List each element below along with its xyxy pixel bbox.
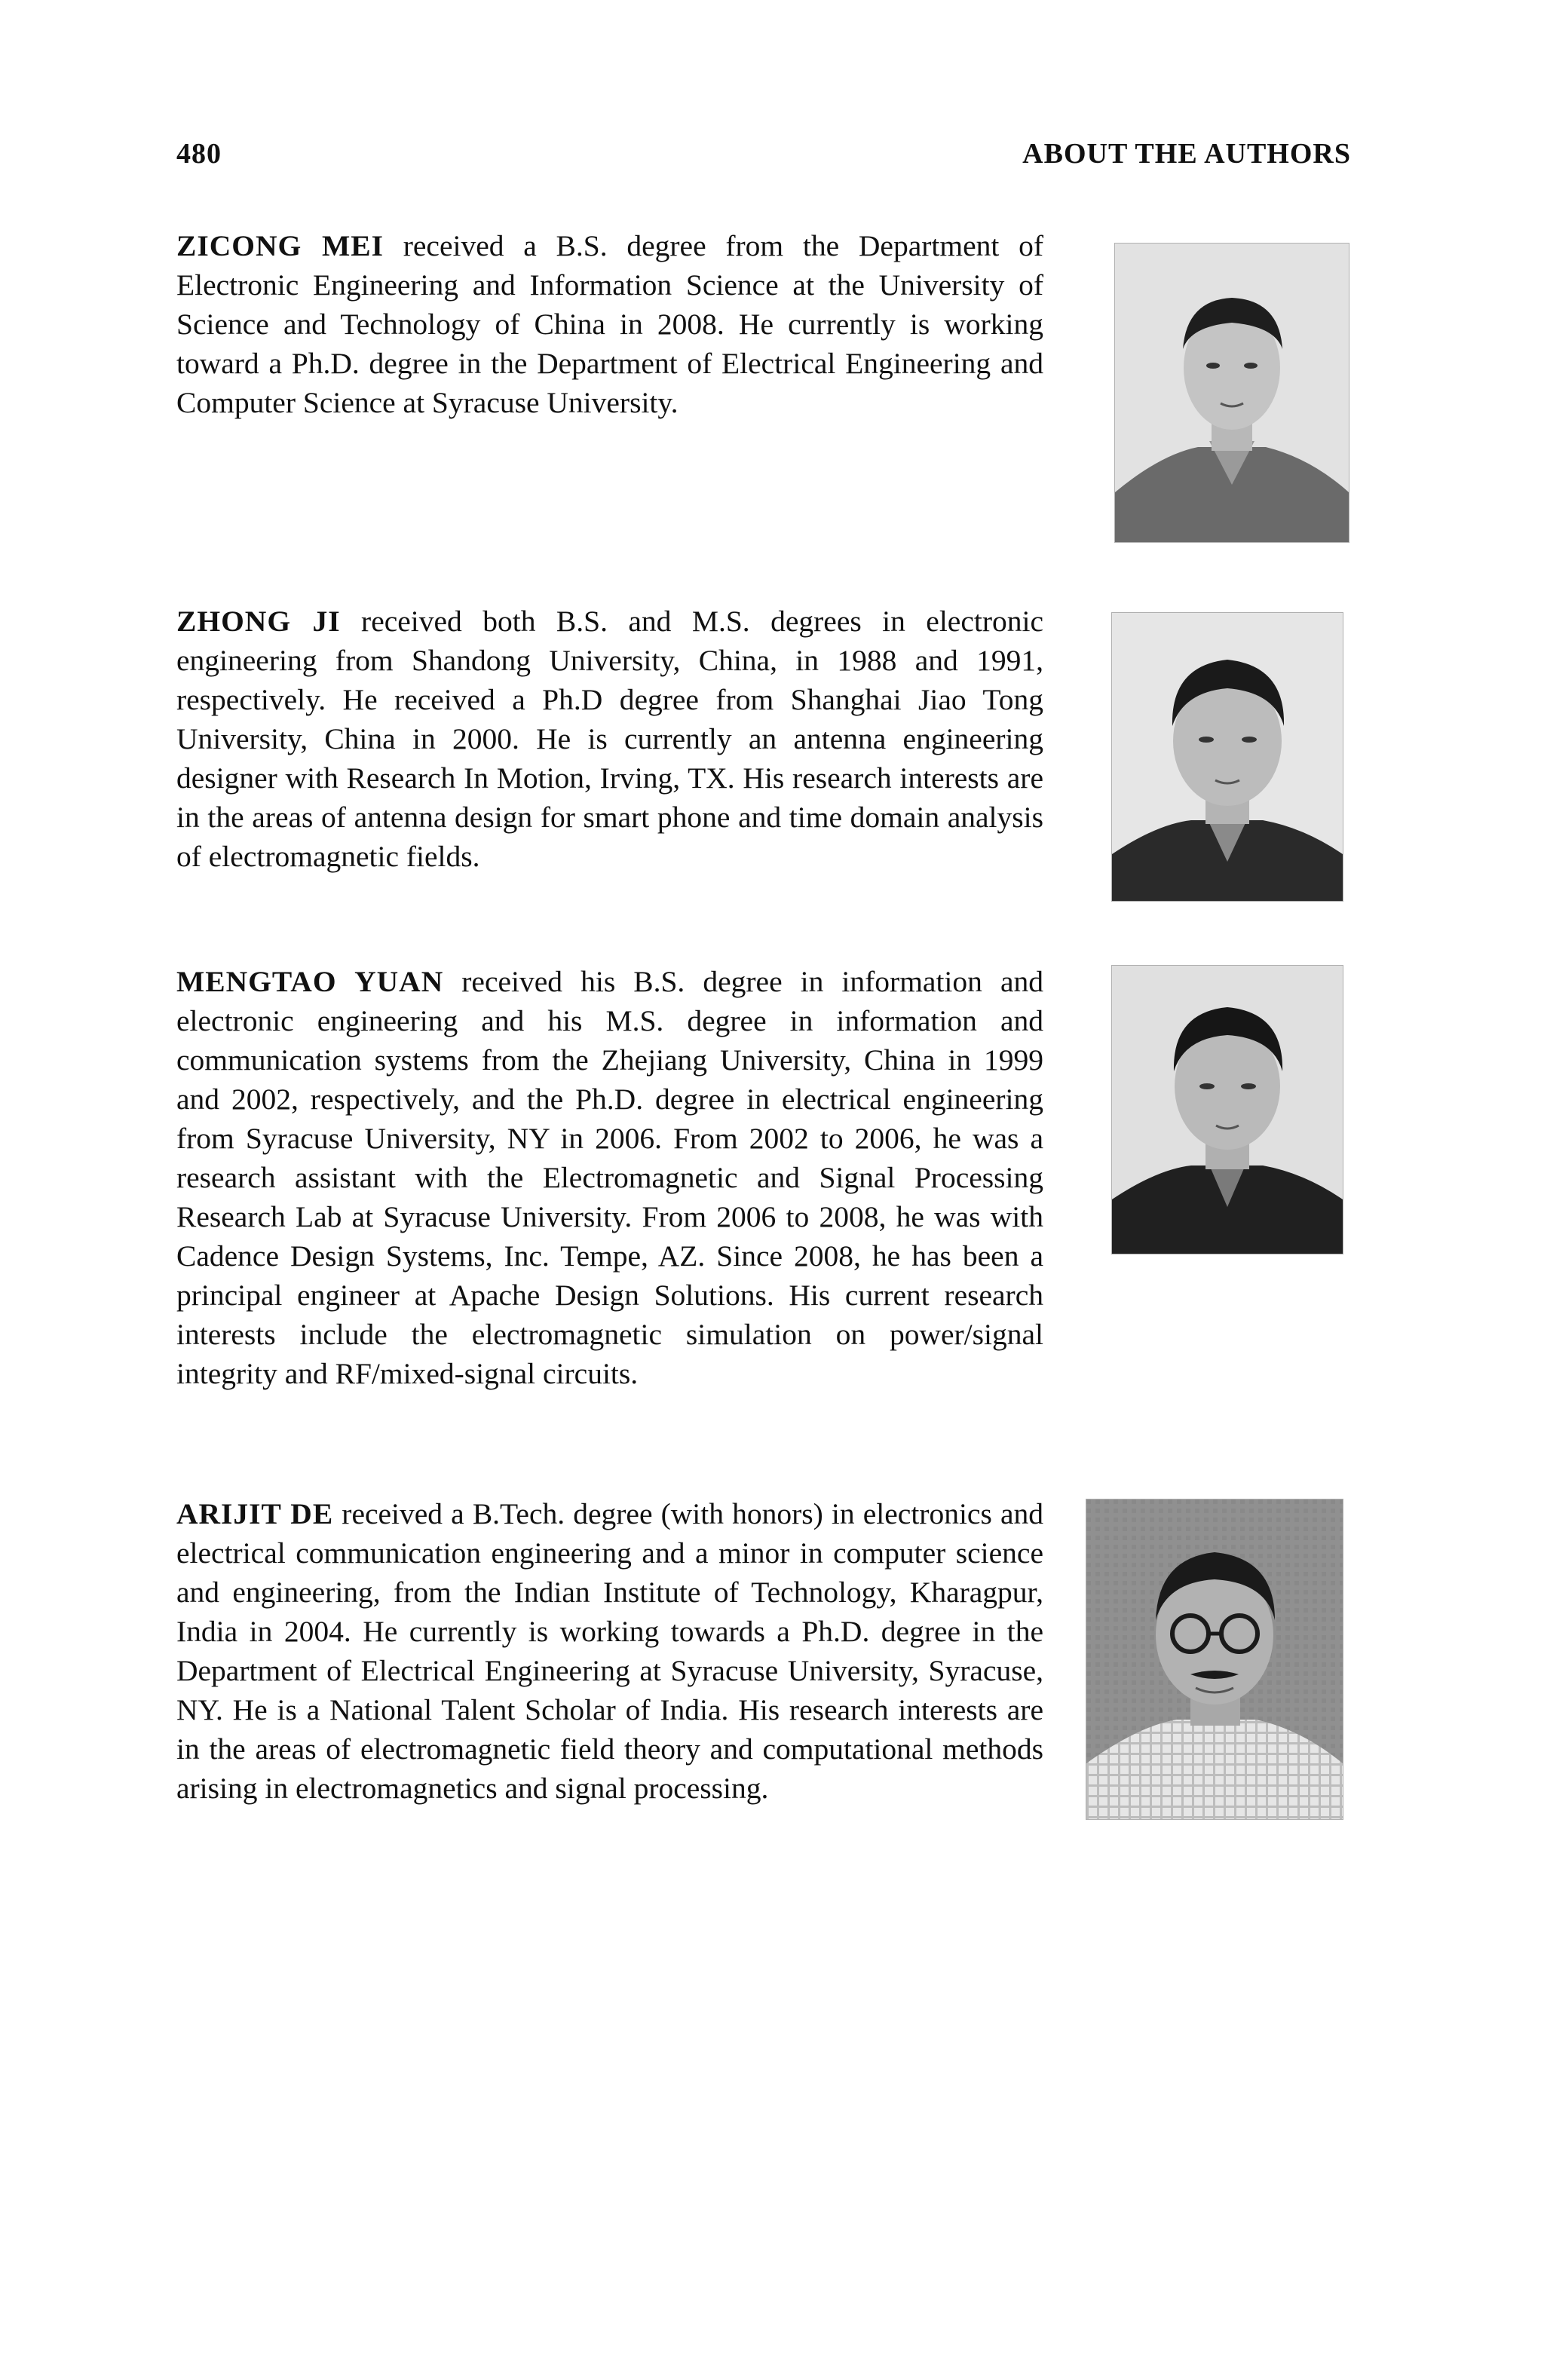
author-bio-text: received a B.S. degree from the Department of Electronic Engineering and Information Science at the University of Science and Technology of China in 2008. He currently is working toward a Ph.D. degree in the Department of Electrical Engineering and Computer Science at Syracuse University.	[176, 229, 1044, 419]
page-number: 480	[176, 138, 222, 170]
author-name: ZHONG JI	[176, 605, 341, 638]
running-head: ABOUT THE AUTHORS	[1022, 138, 1351, 170]
author-photo-zhong-ji	[1111, 612, 1343, 902]
author-bio-zicong-mei	[176, 226, 1043, 422]
author-photo-mengtao-yuan	[1111, 965, 1343, 1254]
author-bio-text: received a B.Tech. degree (with honors) in electronics and electrical communication engineering and a minor in computer science and engineering, from the Indian Institute of Technology, Kharagpur, India in 2004. He currently is working towards a Ph.D. degree in the Department of Electrical Engineering at Syracuse University, Syracuse, NY. He is a National Talent Scholar of India. His research interests are in the areas of electromagnetic field theory and computational methods arising in electromagnetics and signal processing.	[176, 1497, 1043, 1805]
author-name: MENGTAO YUAN	[176, 965, 444, 998]
author-photo-zicong-mei	[1114, 243, 1349, 543]
author-bio-arijit-de	[176, 1494, 1043, 1808]
author-name: ARIJIT DE	[176, 1497, 334, 1530]
author-bio-text: received his B.S. degree in information and electronic engineering and his M.S. degree in information and communication systems from the Zhejiang University, China in 1999 and 2002, respectively, and the Ph.D. degree in electrical engineering from Syracuse University, NY in 2006. From 2002 to 2006, he was a research assistant with the Electromagnetic and Signal Processing Research Lab at Syracuse University. From 2006 to 2008, he was with Cadence Design Systems, Inc. Tempe, AZ. Since 2008, he has been a principal engineer at Apache Design Solutions. His current research interests include the electromagnetic simulation on power/signal integrity and RF/mixed-signal circuits.	[176, 965, 1043, 1390]
author-bio-text: received both B.S. and M.S. degrees in electronic engineering from Shandong University, China, in 1988 and 1991, respectively. He received a Ph.D degree from Shanghai Jiao Tong University, China in 2000. He is currently an antenna engineering designer with Research In Motion, Irving, TX. His research interests are in the areas of antenna design for smart phone and time domain analysis of electromagnetic fields.	[176, 605, 1044, 873]
author-bio-mengtao-yuan	[176, 962, 1043, 1393]
author-name: ZICONG MEI	[176, 229, 384, 262]
author-bio-zhong-ji	[176, 602, 1043, 876]
author-photo-arijit-de	[1086, 1499, 1343, 1820]
